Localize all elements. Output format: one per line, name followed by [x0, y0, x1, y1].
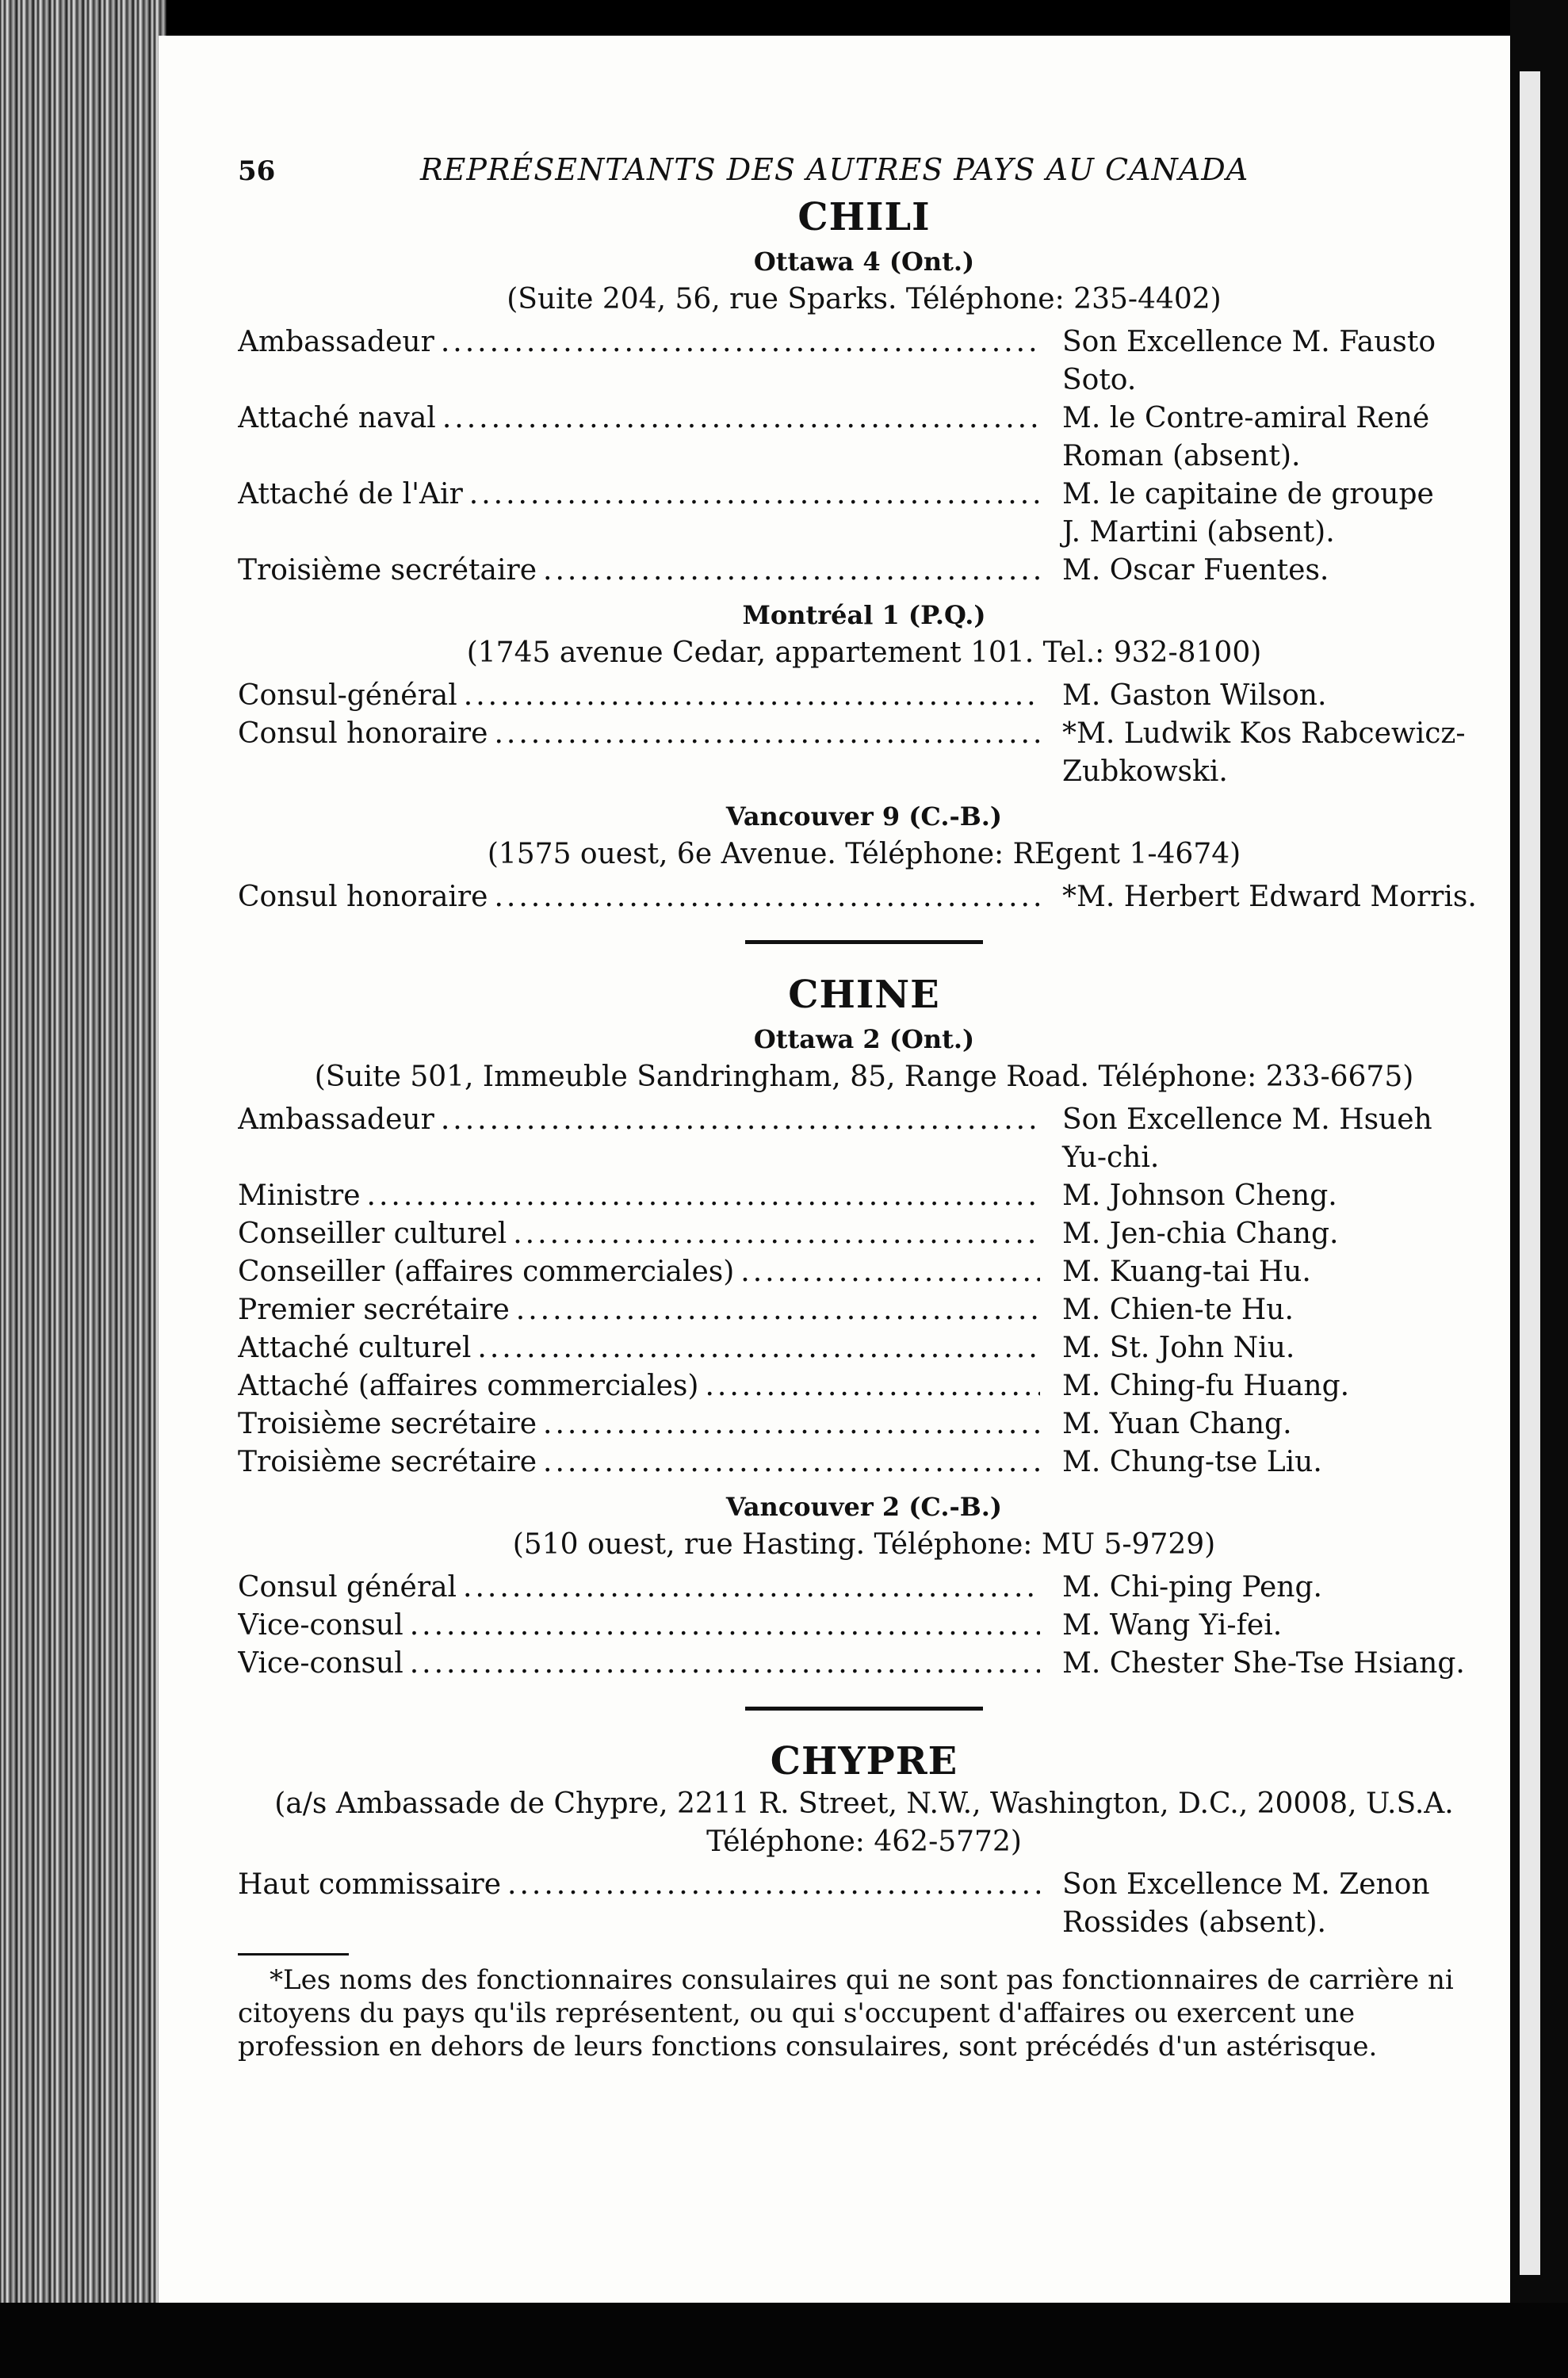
staff-role-cell: [238, 552, 1040, 590]
staff-role: Consul honoraire: [238, 717, 488, 750]
staff-row: [238, 1443, 1490, 1481]
staff-role: Attaché (affaires commerciales): [238, 1370, 699, 1402]
staff-row: [238, 1101, 1490, 1177]
running-head: REPRÉSENTANTS DES AUTRES PAYS AU CANADA: [420, 152, 1249, 187]
staff-role: Troisième secrétaire: [238, 554, 537, 587]
book-binding-edge: [0, 0, 166, 2378]
country-heading: CHILI: [797, 195, 931, 239]
staff-role: Consul général: [238, 1571, 457, 1604]
staff-name: M. le capitaine de groupe J. Martini (absent).: [1062, 478, 1434, 549]
section-divider: [745, 1707, 983, 1711]
staff-role-cell: [238, 1607, 1040, 1645]
book-right-edge: [1510, 0, 1568, 2378]
staff-row: [238, 677, 1490, 715]
staff-role: Consul honoraire: [238, 881, 488, 913]
leader-dots: [477, 1329, 1040, 1367]
staff-name: M. St. John Niu.: [1062, 1332, 1295, 1364]
staff-role-cell: [238, 1101, 1040, 1139]
leader-dots: [543, 1405, 1040, 1443]
staff-role-cell: [238, 323, 1040, 361]
leader-dots: [441, 1101, 1040, 1139]
country-sections: [238, 195, 1490, 1942]
office-address: (a/s Ambassade de Chypre, 2211 R. Street, N.W., Washington, D.C., 20008, U.S.A. Téléphone: 462-5772): [274, 1787, 1454, 1858]
staff-name: M. Oscar Fuentes.: [1062, 554, 1329, 587]
staff-role: Haut commissaire: [238, 1868, 502, 1901]
staff-row: [238, 878, 1490, 916]
page-edge-strip: [1520, 71, 1540, 2275]
leader-dots: [410, 1645, 1040, 1683]
office-address: (Suite 204, 56, rue Sparks. Téléphone: 235-4402): [507, 283, 1222, 315]
staff-role: Attaché culturel: [238, 1332, 472, 1364]
staff-name: M. Jen-chia Chang.: [1062, 1218, 1339, 1250]
leader-dots: [740, 1253, 1040, 1291]
staff-role-cell: [238, 1177, 1040, 1215]
staff-role-cell: [238, 1645, 1040, 1683]
staff-name: M. Ching-fu Huang.: [1062, 1370, 1350, 1402]
staff-name: Son Excellence M. Fausto Soto.: [1062, 326, 1436, 396]
staff-row: [238, 1253, 1490, 1291]
section-divider: [745, 940, 983, 944]
staff-name: M. Chester She-Tse Hsiang.: [1062, 1647, 1465, 1680]
page-number: 56: [238, 155, 276, 187]
staff-row: [238, 552, 1490, 590]
leader-dots: [469, 476, 1040, 514]
staff-row: [238, 1866, 1490, 1942]
leader-dots: [705, 1367, 1040, 1405]
staff-name: M. Wang Yi-fei.: [1062, 1609, 1283, 1642]
staff-role: Premier secrétaire: [238, 1294, 510, 1326]
office-city: Vancouver 9 (C.-B.): [725, 801, 1003, 832]
staff-role: Vice-consul: [238, 1609, 403, 1642]
leader-dots: [494, 715, 1040, 753]
office-city: Ottawa 4 (Ont.): [753, 247, 975, 277]
leader-dots: [442, 400, 1040, 438]
leader-dots: [464, 677, 1040, 715]
staff-row: [238, 1367, 1490, 1405]
staff-name: Son Excellence M. Hsueh Yu-chi.: [1062, 1103, 1432, 1174]
leader-dots: [494, 878, 1040, 916]
staff-role-cell: [238, 1329, 1040, 1367]
staff-role: Ministre: [238, 1179, 361, 1212]
staff-name: Son Excellence M. Zenon Rossides (absent).: [1062, 1868, 1430, 1939]
leader-dots: [507, 1866, 1040, 1904]
staff-role: Attaché naval: [238, 402, 436, 434]
page-header: [238, 151, 1490, 190]
staff-role: Attaché de l'Air: [238, 478, 463, 510]
country-heading: CHINE: [788, 973, 940, 1017]
staff-role: Consul-général: [238, 679, 457, 712]
staff-role: Vice-consul: [238, 1647, 403, 1680]
staff-row: [238, 1215, 1490, 1253]
staff-name: M. Gaston Wilson.: [1062, 679, 1327, 712]
staff-role: Conseiller (affaires commerciales): [238, 1256, 735, 1288]
leader-dots: [410, 1607, 1040, 1645]
leader-dots: [543, 1443, 1040, 1481]
staff-role-cell: [238, 1215, 1040, 1253]
country-heading: CHYPRE: [770, 1739, 958, 1784]
staff-role: Ambassadeur: [238, 1103, 434, 1136]
staff-role: Troisième secrétaire: [238, 1446, 537, 1478]
staff-role-cell: [238, 400, 1040, 438]
bottom-shadow: [0, 2303, 1568, 2378]
staff-name: M. Johnson Cheng.: [1062, 1179, 1337, 1212]
staff-role-cell: [238, 476, 1040, 514]
staff-role-cell: [238, 1443, 1040, 1481]
staff-name: M. Kuang-tai Hu.: [1062, 1256, 1311, 1288]
leader-dots: [513, 1215, 1040, 1253]
staff-role-cell: [238, 677, 1040, 715]
staff-row: [238, 715, 1490, 791]
staff-role-cell: [238, 715, 1040, 753]
leader-dots: [516, 1291, 1040, 1329]
staff-role: Ambassadeur: [238, 326, 434, 358]
staff-role: Troisième secrétaire: [238, 1408, 537, 1440]
staff-role: Conseiller culturel: [238, 1218, 507, 1250]
leader-dots: [367, 1177, 1040, 1215]
staff-name: *M. Ludwik Kos Rabcewicz- Zubkowski.: [1062, 717, 1466, 788]
office-city: Montréal 1 (P.Q.): [742, 600, 986, 630]
office-address: (510 ouest, rue Hasting. Téléphone: MU 5-9729): [512, 1528, 1216, 1561]
staff-row: [238, 1645, 1490, 1683]
staff-name: M. Chi-ping Peng.: [1062, 1571, 1322, 1604]
staff-role-cell: [238, 1569, 1040, 1607]
staff-role-cell: [238, 1866, 1040, 1904]
office-address: (1575 ouest, 6e Avenue. Téléphone: REgent 1-4674): [487, 838, 1241, 870]
staff-row: [238, 1607, 1490, 1645]
office-address: (1745 avenue Cedar, appartement 101. Tel.: 932-8100): [466, 637, 1262, 669]
office-address: (Suite 501, Immeuble Sandringham, 85, Range Road. Téléphone: 233-6675): [314, 1061, 1414, 1093]
staff-name: M. Chien-te Hu.: [1062, 1294, 1294, 1326]
staff-row: [238, 1569, 1490, 1607]
office-city: Vancouver 2 (C.-B.): [725, 1492, 1003, 1522]
page-content: [238, 151, 1490, 2063]
staff-role-cell: [238, 878, 1040, 916]
staff-row: [238, 323, 1490, 400]
staff-role-cell: [238, 1291, 1040, 1329]
footnote-rule: [238, 1953, 349, 1956]
staff-name: *M. Herbert Edward Morris.: [1062, 881, 1477, 913]
staff-row: [238, 1177, 1490, 1215]
staff-role-cell: [238, 1367, 1040, 1405]
staff-name: M. Chung-tse Liu.: [1062, 1446, 1322, 1478]
leader-dots: [463, 1569, 1040, 1607]
staff-role-cell: [238, 1405, 1040, 1443]
staff-role-cell: [238, 1253, 1040, 1291]
office-city: Ottawa 2 (Ont.): [753, 1024, 975, 1054]
staff-row: [238, 476, 1490, 552]
book-page: [159, 36, 1510, 2303]
staff-name: M. Yuan Chang.: [1062, 1408, 1292, 1440]
leader-dots: [543, 552, 1040, 590]
staff-row: [238, 1291, 1490, 1329]
staff-name: M. le Contre-amiral René Roman (absent).: [1062, 402, 1430, 472]
footnote: *Les noms des fonctionnaires consulaires qui ne sont pas fonctionnaires de carrière ni citoyens du pays qu'ils représentent, ou qui s'occupent d'affaires ou exercent une profession en dehors de leurs fonctions consulaires, sont précédés d'un astérisque.: [238, 1964, 1454, 2063]
staff-row: [238, 400, 1490, 476]
leader-dots: [441, 323, 1040, 361]
staff-row: [238, 1405, 1490, 1443]
staff-row: [238, 1329, 1490, 1367]
